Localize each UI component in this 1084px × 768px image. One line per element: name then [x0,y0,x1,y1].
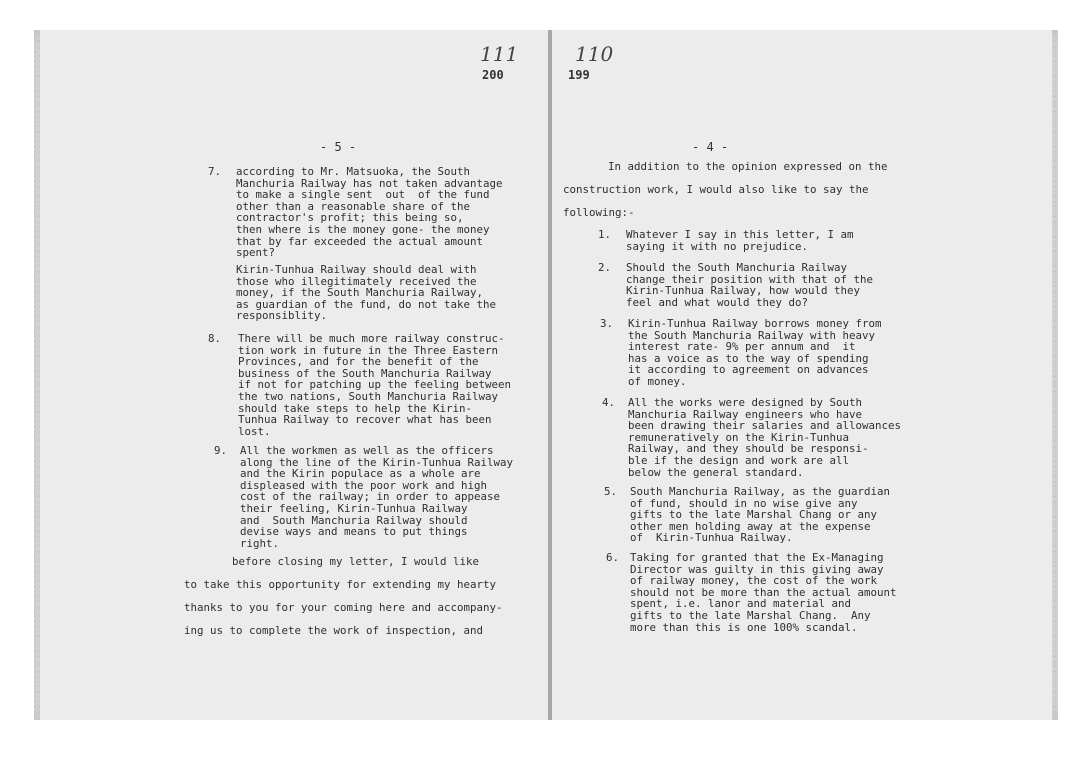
left-stamped-number: 200 [482,68,504,82]
item-text: All the works were designed by South Manchuria Railway engineers who have been drawing their salaries and allowances remuneratively on the Kirin-Tunhua Railway, and they should be responsi- ble if the design and work are all below the general standard. [628,396,902,479]
intro-line: construction work, I would also like to say the [563,183,869,196]
item-text: Taking for granted that the Ex-Managing Director was guilty in this giving away of railway money, the cost of the work should not be more than the actual amount spent, i.e. lanor and material and gifts to the late Marshal Chang. Any more than this is one 100% scandal. [630,551,897,634]
item-number: 2. [598,261,612,274]
right-stamped-number: 199 [568,68,590,82]
right-page-marker: - 4 - [692,140,729,154]
item-number: 1. [598,228,612,241]
item-text: according to Mr. Matsuoka, the South Manchuria Railway has not taken advantage to make a single sent out of the fund other than a reasonable share of the contractor's profit; this being so, then where is the money gone- the money that by far exceeded the actual amount spent? [236,165,503,260]
item-number: 4. [602,396,616,409]
item-text: Whatever I say in this letter, I am saying it with no prejudice. [626,228,854,253]
closing-line: ing us to complete the work of inspection, and [184,624,484,637]
scanned-document [34,30,1058,720]
item-text: All the workmen as well as the officers along the line of the Kirin-Tunhua Railway and the Kirin populace as a whole are displeased with the poor work and high cost of the railway; in order to appease their feeling, Kirin-Tunhua Railway and South Manchuria Railway should devise ways and means to put things right. [240,444,514,550]
intro-line: following:- [563,206,635,219]
item-number: 6. [606,551,620,564]
item-text: Should the South Manchuria Railway change their position with that of the Kirin-Tunhua Railway, how would they feel and what would they do? [626,261,874,309]
left-handwritten-number: 111 [480,42,519,66]
closing-line: before closing my letter, I would like [232,555,480,568]
left-page-marker: - 5 - [320,140,357,154]
right-handwritten-number: 110 [575,42,614,66]
item-text: Kirin-Tunhua Railway should deal with those who illegitimately received the money, if the South Manchuria Railway, as guardian of the fund, do not take the responsiblity. [236,263,497,323]
item-number: 3. [600,317,614,330]
item-number: 8. [208,332,222,345]
closing-line: to take this opportunity for extending my hearty [184,578,497,591]
item-number: 5. [604,485,618,498]
item-number: 9. [214,444,228,457]
item-text: There will be much more railway construc- tion work in future in the Three Eastern Provinces, and for the benefit of the business of the South Manchuria Railway if not for patching up the feeling between the two nations, South Manchuria Railway should take steps to help the Kirin- Tunhua Railway to recover what has been lost. [238,332,512,438]
item-number: 7. [208,165,222,178]
intro-line: In addition to the opinion expressed on the [608,160,888,173]
item-text: Kirin-Tunhua Railway borrows money from the South Manchuria Railway with heavy interest rate- 9% per annum and it has a voice as to the way of spending it according to agreement on advances of money. [628,317,882,388]
closing-line: thanks to you for your coming here and accompany- [184,601,503,614]
item-text: South Manchuria Railway, as the guardian of fund, should in no wise give any gifts to the late Marshal Chang or any other men holding away at the expense of Kirin-Tunhua Railway. [630,485,891,545]
